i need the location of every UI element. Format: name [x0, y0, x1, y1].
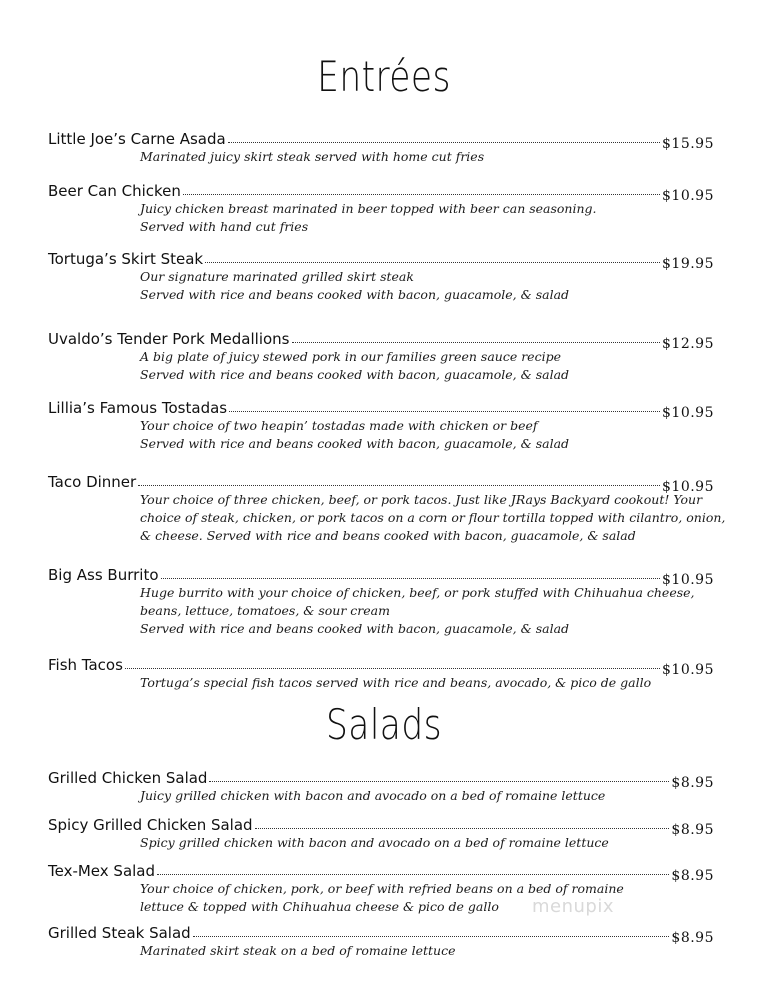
description-line: choice of steak, chicken, or pork tacos on a corn or flour tortilla topped with cilantro, onion,: [140, 510, 726, 525]
item-name: Grilled Chicken Salad: [48, 769, 208, 787]
entrees-heading: Entrées: [317, 52, 451, 101]
item-description: [140, 834, 714, 852]
watermark-logo: menupix: [532, 896, 615, 917]
description-line: Your choice of two heapin’ tostadas made with chicken or beef: [140, 418, 538, 433]
description-line: Marinated skirt steak on a bed of romaine lettuce: [140, 943, 456, 958]
item-description: [140, 942, 714, 960]
dot-leader: [161, 577, 660, 579]
description-line: Served with hand cut fries: [140, 219, 309, 234]
description-line: Your choice of chicken, pork, or beef with refried beans on a bed of romaine: [140, 881, 624, 896]
dot-leader: [205, 261, 660, 263]
description-line: Served with rice and beans cooked with bacon, guacamole, & salad: [140, 287, 570, 302]
dot-leader: [228, 141, 660, 143]
description-line: Huge burrito with your choice of chicken, beef, or pork stuffed with Chihuahua cheese,: [140, 585, 695, 600]
menu-item: [48, 812, 714, 852]
item-description: [140, 148, 714, 166]
menu-item: [48, 920, 714, 960]
item-description: [140, 200, 714, 236]
item-name: Spicy Grilled Chicken Salad: [48, 816, 253, 834]
item-price: $8.95: [671, 775, 714, 791]
menu-item: [48, 326, 714, 384]
description-line: Tortuga’s special fish tacos served with rice and beans, avocado, & pico de gallo: [140, 675, 652, 690]
dot-leader: [255, 827, 670, 829]
item-name: Fish Tacos: [48, 656, 123, 674]
item-price: $10.95: [662, 479, 714, 495]
description-line: Our signature marinated grilled skirt steak: [140, 269, 414, 284]
item-price: $8.95: [671, 822, 714, 838]
item-price: $8.95: [671, 868, 714, 884]
item-price: $10.95: [662, 188, 714, 204]
item-description: [140, 880, 714, 916]
item-price: $10.95: [662, 662, 714, 678]
item-description: [140, 268, 714, 304]
description-line: Juicy grilled chicken with bacon and avocado on a bed of romaine lettuce: [140, 788, 606, 803]
description-line: Marinated juicy skirt steak served with home cut fries: [140, 149, 485, 164]
menu-item: [48, 469, 726, 545]
item-name: Big Ass Burrito: [48, 566, 159, 584]
item-description: [140, 674, 714, 692]
item-name: Taco Dinner: [48, 473, 137, 491]
description-line: beans, lettuce, tomatoes, & sour cream: [140, 603, 390, 618]
item-description: [140, 491, 726, 545]
item-name: Uvaldo’s Tender Pork Medallions: [48, 330, 290, 348]
item-name: Little Joe’s Carne Asada: [48, 130, 226, 148]
salads-heading: Salads: [326, 700, 442, 749]
item-description: [140, 417, 714, 453]
item-description: [140, 584, 714, 638]
menu-item: [48, 395, 714, 453]
item-description: [140, 348, 714, 384]
item-price: $12.95: [662, 336, 714, 352]
item-price: $15.95: [662, 136, 714, 152]
description-line: Juicy chicken breast marinated in beer topped with beer can seasoning.: [140, 201, 597, 216]
dot-leader: [138, 484, 660, 486]
description-line: Spicy grilled chicken with bacon and avocado on a bed of romaine lettuce: [140, 835, 609, 850]
dot-leader: [183, 193, 660, 195]
item-price: $10.95: [662, 572, 714, 588]
item-name: Beer Can Chicken: [48, 182, 181, 200]
description-line: Your choice of three chicken, beef, or pork tacos. Just like JRays Backyard cookout! Your: [140, 492, 703, 507]
menu-item: [48, 126, 714, 166]
dot-leader: [209, 780, 669, 782]
description-line: Served with rice and beans cooked with bacon, guacamole, & salad: [140, 436, 570, 451]
description-line: A big plate of juicy stewed pork in our families green sauce recipe: [140, 349, 561, 364]
dot-leader: [292, 341, 661, 343]
item-price: $10.95: [662, 405, 714, 421]
menu-item: [48, 562, 714, 638]
menu-item: [48, 246, 714, 304]
menu-item: [48, 765, 714, 805]
menu-item: [48, 178, 714, 236]
dot-leader: [157, 873, 669, 875]
item-name: Lillia’s Famous Tostadas: [48, 399, 228, 417]
item-price: $8.95: [671, 930, 714, 946]
dot-leader: [229, 410, 660, 412]
description-line: Served with rice and beans cooked with bacon, guacamole, & salad: [140, 621, 570, 636]
item-name: Tex-Mex Salad: [48, 862, 156, 880]
menu-item: [48, 652, 714, 692]
item-name: Grilled Steak Salad: [48, 924, 191, 942]
description-line: & cheese. Served with rice and beans cooked with bacon, guacamole, & salad: [140, 528, 636, 543]
item-price: $19.95: [662, 256, 714, 272]
menu-item: [48, 858, 714, 916]
description-line: Served with rice and beans cooked with bacon, guacamole, & salad: [140, 367, 570, 382]
dot-leader: [193, 935, 670, 937]
item-name: Tortuga’s Skirt Steak: [48, 250, 204, 268]
description-line: lettuce & topped with Chihuahua cheese & pico de gallo: [140, 899, 499, 914]
dot-leader: [125, 667, 660, 669]
item-description: [140, 787, 714, 805]
